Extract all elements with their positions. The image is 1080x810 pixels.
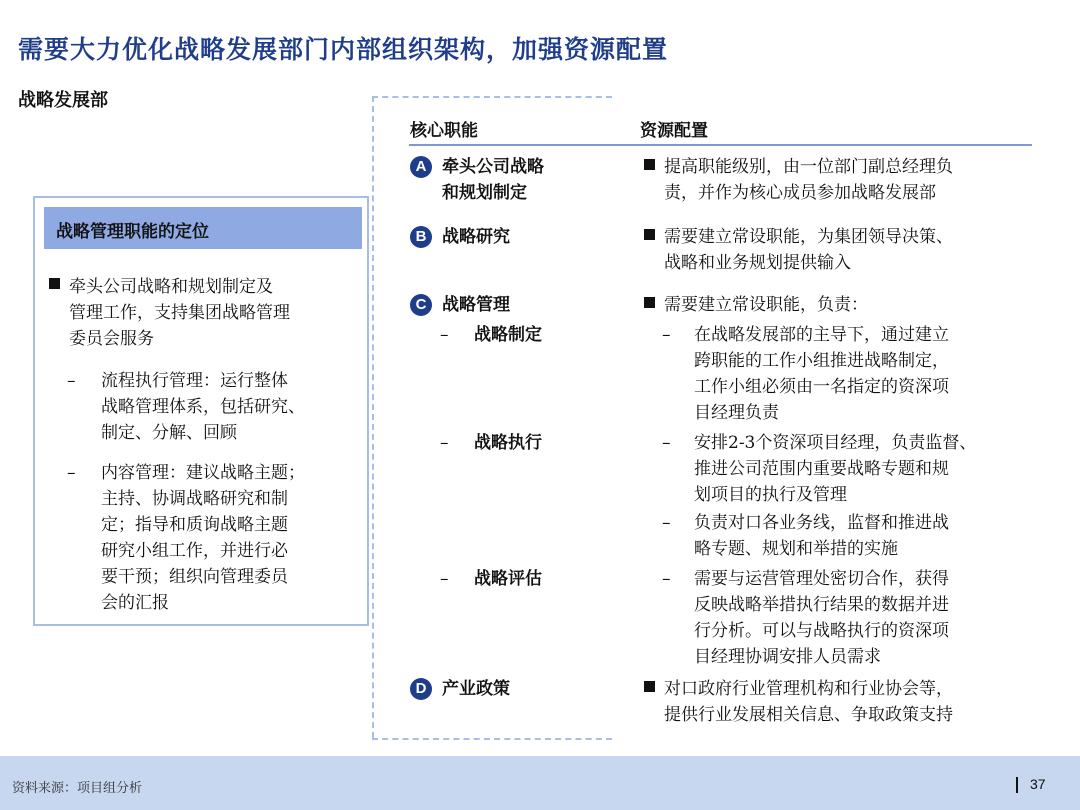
panel-sub-line: 主持、协调战略研究和制 xyxy=(101,489,288,509)
page-number xyxy=(1016,776,1046,793)
resource-line: 目经理协调安排人员需求 xyxy=(694,647,881,667)
dash-icon: – xyxy=(662,325,671,345)
bullet-square-icon xyxy=(644,229,655,240)
resource-b xyxy=(644,224,953,276)
resource-line: 责，并作为核心成员参加战略发展部 xyxy=(664,183,936,203)
footer-bar xyxy=(0,756,1080,810)
dash-icon: – xyxy=(440,433,449,453)
department-label: 战略发展部 xyxy=(18,90,108,111)
panel-bullet-line: 管理工作，支持集团战略管理 xyxy=(69,303,290,323)
resource-line: 负责对口各业务线，监督和推进战 xyxy=(694,513,949,533)
panel-sub-line: 战略管理体系，包括研究、 xyxy=(101,397,305,417)
sub-function-execution: 战略执行 xyxy=(474,433,542,453)
function-a xyxy=(442,154,544,206)
function-d xyxy=(442,676,510,702)
panel-sub-item xyxy=(49,368,359,446)
function-b xyxy=(442,224,510,250)
function-line: 和规划制定 xyxy=(442,183,527,203)
panel-bullet xyxy=(49,274,359,352)
sub-resource-execution-2 xyxy=(694,510,949,562)
badge-a-icon: A xyxy=(410,156,432,178)
bullet-square-icon xyxy=(644,159,655,170)
resource-line: 需要建立常设职能，负责： xyxy=(664,295,868,315)
source-note: 资料来源：项目组分析 xyxy=(12,781,143,796)
positioning-panel xyxy=(33,196,369,626)
panel-heading: 战略管理职能的定位 xyxy=(44,207,362,249)
sub-resource-evaluation xyxy=(694,566,949,670)
bracket-bottom-line xyxy=(372,738,612,740)
badge-b-icon: B xyxy=(410,226,432,248)
function-line: 产业政策 xyxy=(442,679,510,699)
divider-bar xyxy=(1016,777,1018,793)
resource-line: 需要建立常设职能，为集团领导决策、 xyxy=(664,227,953,247)
resource-line: 跨职能的工作小组推进战略制定， xyxy=(694,351,949,371)
resource-line: 略专题、规划和举措的实施 xyxy=(694,539,898,559)
function-line: 战略管理 xyxy=(442,295,510,315)
col-header-resource: 资源配置 xyxy=(640,121,708,141)
resource-line: 划项目的执行及管理 xyxy=(694,485,847,505)
resource-c xyxy=(644,292,868,318)
sub-function-evaluation: 战略评估 xyxy=(474,569,542,589)
sub-function-formulation: 战略制定 xyxy=(474,325,542,345)
dash-icon: – xyxy=(662,569,671,589)
resource-line: 战略和业务规划提供输入 xyxy=(664,253,851,273)
resource-line: 在战略发展部的主导下，通过建立 xyxy=(694,325,949,345)
dash-icon: – xyxy=(67,371,76,391)
header-divider xyxy=(409,144,1032,146)
panel-body xyxy=(49,274,359,630)
resource-line: 目经理负责 xyxy=(694,403,779,423)
function-line: 牵头公司战略 xyxy=(442,157,544,177)
badge-c-icon: C xyxy=(410,294,432,316)
resource-line: 对口政府行业管理机构和行业协会等， xyxy=(664,679,953,699)
resource-line: 安排2-3个资深项目经理，负责监督、 xyxy=(694,433,977,453)
panel-sub-line: 研究小组工作，并进行必 xyxy=(101,541,288,561)
panel-bullet-line: 牵头公司战略和规划制定及 xyxy=(69,277,273,297)
resource-line: 提高职能级别，由一位部门副总经理负 xyxy=(664,157,953,177)
bullet-square-icon xyxy=(49,278,60,289)
bracket-left-line xyxy=(372,96,374,738)
bullet-square-icon xyxy=(644,681,655,692)
bracket-top-line xyxy=(372,96,612,98)
dash-icon: – xyxy=(67,463,76,483)
resource-line: 工作小组必须由一名指定的资深项 xyxy=(694,377,949,397)
resource-line: 行分析。可以与战略执行的资深项 xyxy=(694,621,949,641)
panel-bullet-line: 委员会服务 xyxy=(69,329,154,349)
resource-line: 反映战略举措执行结果的数据并进 xyxy=(694,595,949,615)
resource-line: 推进公司范围内重要战略专题和规 xyxy=(694,459,949,479)
panel-sub-line: 流程执行管理：运行整体 xyxy=(101,371,288,391)
panel-sub-item xyxy=(49,460,359,616)
function-line: 战略研究 xyxy=(442,227,510,247)
panel-sub-line: 要干预；组织向管理委员 xyxy=(101,567,288,587)
col-header-function: 核心职能 xyxy=(410,121,478,141)
dash-icon: – xyxy=(440,325,449,345)
page-number-text: 37 xyxy=(1030,776,1046,792)
page-title: 需要大力优化战略发展部门内部组织架构，加强资源配置 xyxy=(18,35,669,64)
panel-sub-line: 定；指导和质询战略主题 xyxy=(101,515,288,535)
resource-line: 需要与运营管理处密切合作，获得 xyxy=(694,569,949,589)
resource-line: 提供行业发展相关信息、争取政策支持 xyxy=(664,705,953,725)
panel-sub-line: 制定、分解、回顾 xyxy=(101,423,237,443)
dash-icon: – xyxy=(440,569,449,589)
badge-d-icon: D xyxy=(410,678,432,700)
resource-a xyxy=(644,154,953,206)
bullet-square-icon xyxy=(644,297,655,308)
panel-sub-line: 内容管理：建议战略主题； xyxy=(101,463,305,483)
dash-icon: – xyxy=(662,513,671,533)
function-c xyxy=(442,292,510,318)
sub-resource-formulation xyxy=(694,322,949,426)
panel-sub-line: 会的汇报 xyxy=(101,593,169,613)
dash-icon: – xyxy=(662,433,671,453)
resource-d xyxy=(644,676,953,728)
sub-resource-execution-1 xyxy=(694,430,976,508)
